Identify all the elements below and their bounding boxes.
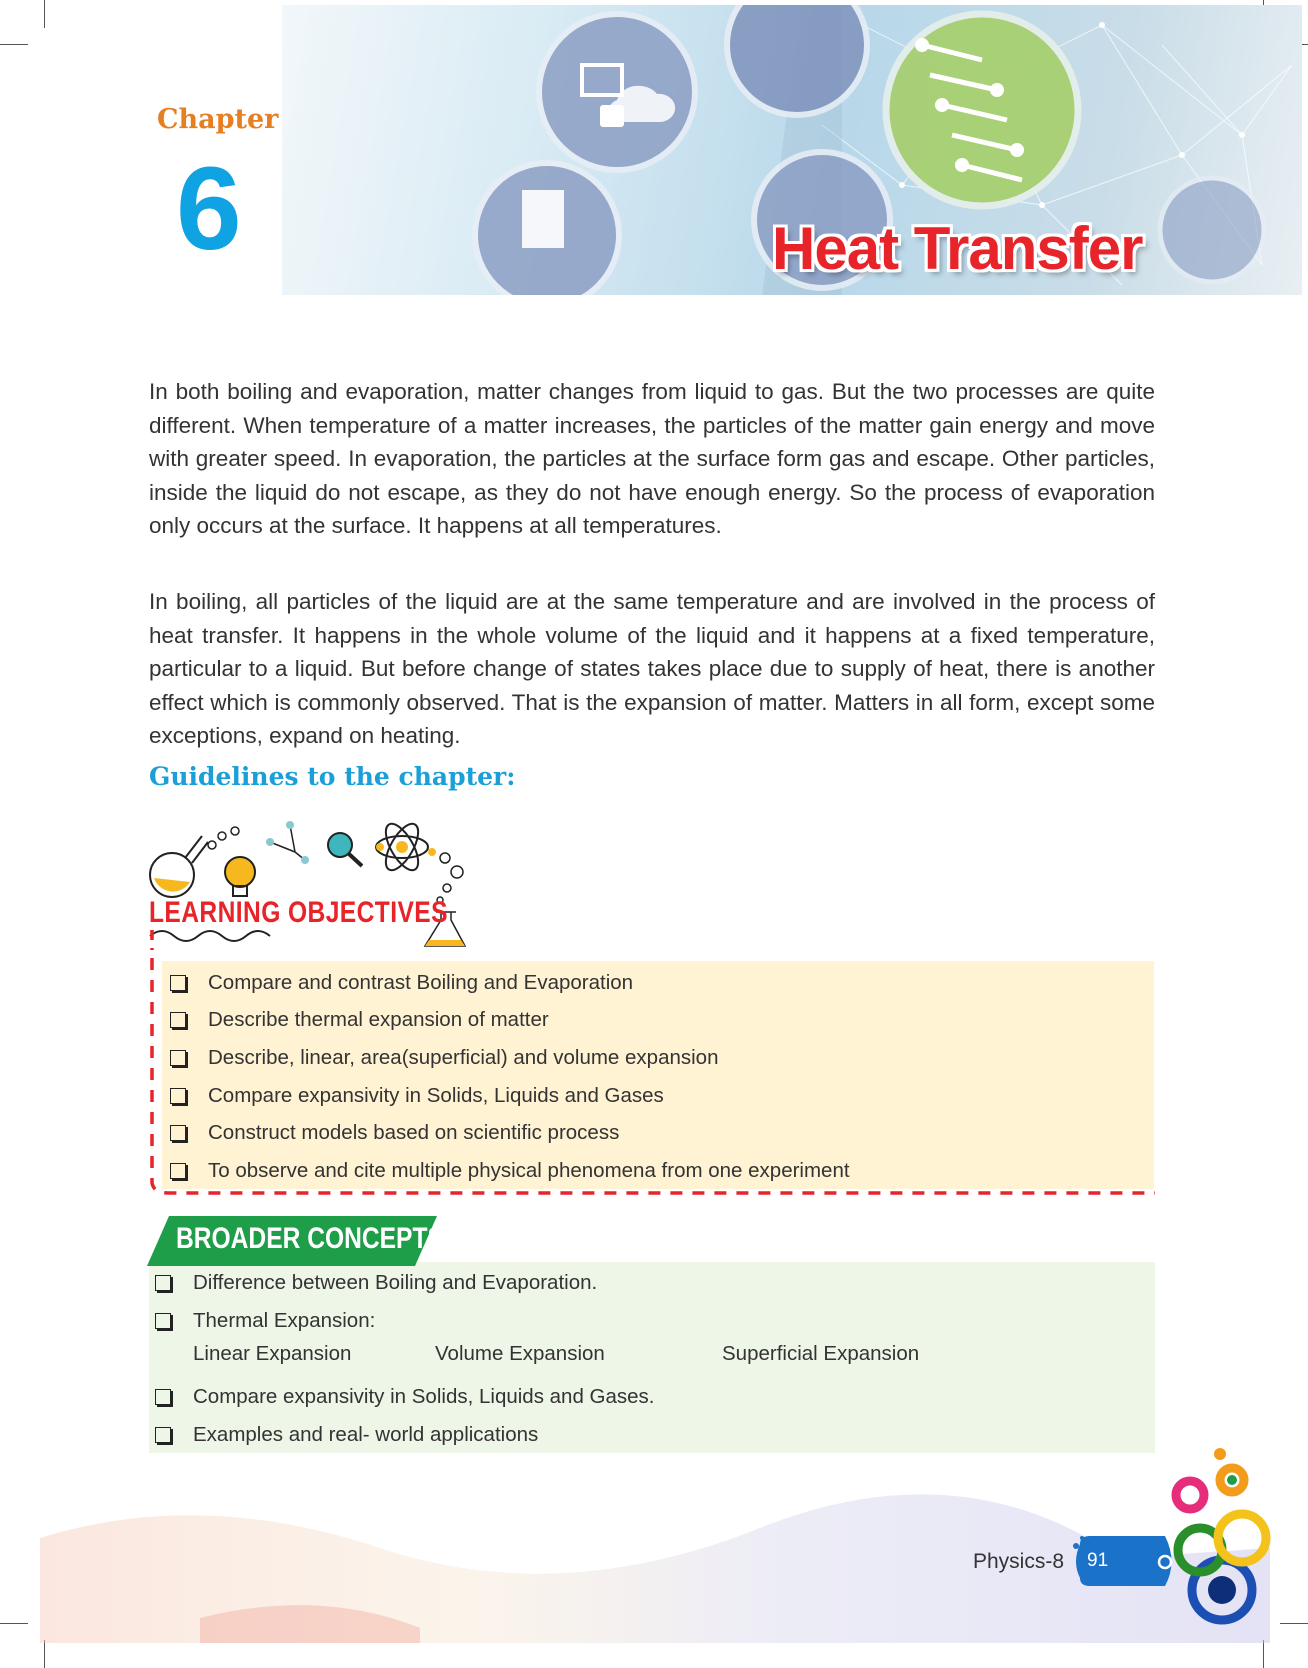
- learning-objectives-list: [170, 964, 850, 1190]
- checkbox-bullet-icon: [170, 975, 186, 991]
- sub-item-volume: Volume Expansion: [435, 1342, 605, 1365]
- list-item: [155, 1264, 655, 1302]
- checkbox-bullet-icon: [170, 1125, 186, 1141]
- concept-text: Compare expansivity in Solids, Liquids and Gases.: [193, 1385, 655, 1408]
- list-item: [170, 1077, 850, 1115]
- checkbox-bullet-icon: [170, 1012, 186, 1028]
- list-item: [170, 964, 850, 1002]
- objective-text: Compare expansivity in Solids, Liquids and Gases: [208, 1083, 664, 1107]
- intro-paragraph: In both boiling and evaporation, matter changes from liquid to gas. But the two processes are quite different. When temperature of a matter increases, the particles of the matter gain energy and move with greater speed. In evaporation, the particles at the surface form gas and escape. Other particles, inside the liquid do not escape, as they do not have enough energy. So the process of evaporation only occurs at the surface. It happens at all temperatures.: [149, 379, 1155, 538]
- checkbox-bullet-icon: [170, 1050, 186, 1066]
- guidelines-heading: Guidelines to the chapter:: [149, 762, 516, 791]
- list-item: [155, 1416, 655, 1454]
- chapter-title: Heat Transfer: [772, 215, 1143, 282]
- objective-text: Describe thermal expansion of matter: [208, 1008, 549, 1032]
- concept-text: Difference between Boiling and Evaporation.: [193, 1271, 598, 1294]
- chapter-label: Chapter: [157, 104, 279, 135]
- checkbox-bullet-icon: [155, 1389, 171, 1405]
- checkbox-bullet-icon: [155, 1427, 171, 1443]
- sub-item-linear: Linear Expansion: [193, 1342, 352, 1365]
- concept-text: Thermal Expansion:: [193, 1309, 376, 1332]
- decorative-rings-icon: [1160, 1440, 1300, 1640]
- list-item: [170, 1002, 850, 1040]
- page-number: 91: [1087, 1550, 1109, 1571]
- footer-book-label: Physics-8: [973, 1550, 1065, 1573]
- list-item: [155, 1378, 655, 1416]
- crop-mark: [44, 0, 45, 28]
- list-item: [155, 1302, 655, 1340]
- list-item: [170, 1114, 850, 1152]
- objective-text: To observe and cite multiple physical phenomena from one experiment: [208, 1158, 850, 1182]
- crop-mark: [0, 44, 28, 45]
- chapter-number: 6: [176, 143, 242, 275]
- objective-text: Compare and contrast Boiling and Evaporation: [208, 970, 634, 994]
- objective-text: Construct models based on scientific process: [208, 1121, 620, 1145]
- sub-item-superficial: Superficial Expansion: [722, 1342, 920, 1365]
- concept-text: Examples and real- world applications: [193, 1423, 539, 1446]
- intro-paragraph: In boiling, all particles of the liquid are at the same temperature and are involved in the process of heat transfer. It happens in the whole volume of the liquid and it happens at a fixed temperature, particular to a liquid. But before change of states takes place due to supply of heat, there is another effect which is commonly observed. That is the expansion of matter. Matters in all form, except some exceptions, expand on heating.: [149, 589, 1155, 748]
- list-item: [170, 1152, 850, 1190]
- checkbox-bullet-icon: [170, 1088, 186, 1104]
- learning-objectives-title: LEARNING OBJECTIVES: [149, 896, 448, 929]
- checkbox-bullet-icon: [155, 1313, 171, 1329]
- checkbox-bullet-icon: [155, 1275, 171, 1291]
- broader-concepts-title: BROADER CONCEPTS: [176, 1222, 444, 1255]
- checkbox-bullet-icon: [170, 1163, 186, 1179]
- objective-text: Describe, linear, area(superficial) and volume expansion: [208, 1045, 719, 1069]
- list-item: [170, 1039, 850, 1077]
